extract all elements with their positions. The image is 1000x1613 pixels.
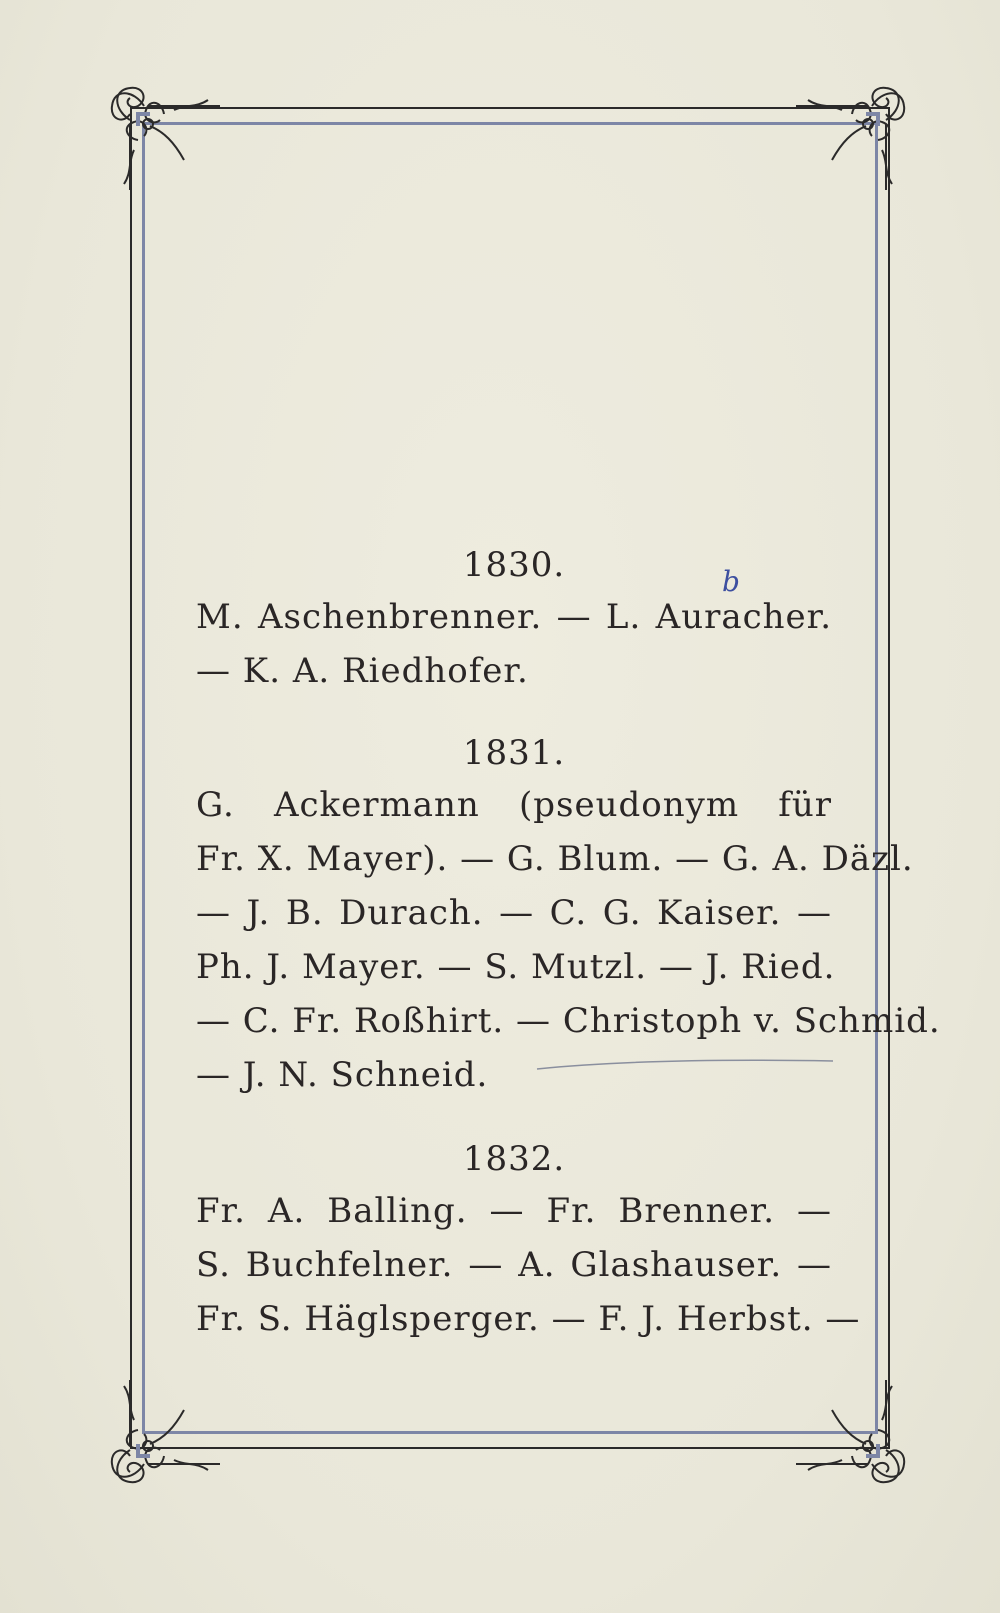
author-line: — K. A. Riedhofer.: [196, 651, 529, 691]
pencil-annotation: b: [722, 565, 740, 598]
year-heading: 1830.: [462, 545, 566, 585]
pencil-underline: [535, 1055, 835, 1075]
corner-ornament-top-right: [794, 80, 912, 198]
corner-ornament-top-left: [104, 80, 222, 198]
page-content: [196, 540, 941, 1372]
author-line: M. Aschenbrenner. — L. Auracher.: [196, 597, 832, 637]
year-section-1832: [196, 1134, 861, 1346]
year-section-1831: [196, 728, 941, 1102]
author-line: G. Ackermann (pseudonym für: [196, 785, 832, 825]
author-line: S. Buchfelner. — A. Glashauser. —: [196, 1245, 832, 1285]
author-line: Ph. J. Mayer. — S. Mutzl. — J. Ried.: [196, 947, 836, 987]
author-line: Fr. X. Mayer). — G. Blum. — G. A. Däzl.: [196, 839, 914, 879]
year-section-1830: [196, 540, 832, 698]
author-list: [196, 590, 832, 698]
author-line: Fr. A. Balling. — Fr. Brenner. —: [196, 1191, 832, 1231]
author-line: — C. Fr. Roßhirt. — Christoph v. Schmid.: [196, 1001, 941, 1041]
author-line: Fr. S. Häglsperger. — F. J. Herbst. —: [196, 1299, 861, 1339]
author-line: — J. B. Durach. — C. G. Kaiser. —: [196, 893, 832, 933]
year-heading: 1832.: [462, 1139, 566, 1179]
author-line: — J. N. Schneid.: [196, 1055, 489, 1095]
author-list: [196, 778, 941, 1102]
author-list: [196, 1184, 861, 1346]
year-heading: 1831.: [462, 733, 566, 773]
corner-ornament-bottom-right: [794, 1372, 912, 1490]
corner-ornament-bottom-left: [104, 1372, 222, 1490]
